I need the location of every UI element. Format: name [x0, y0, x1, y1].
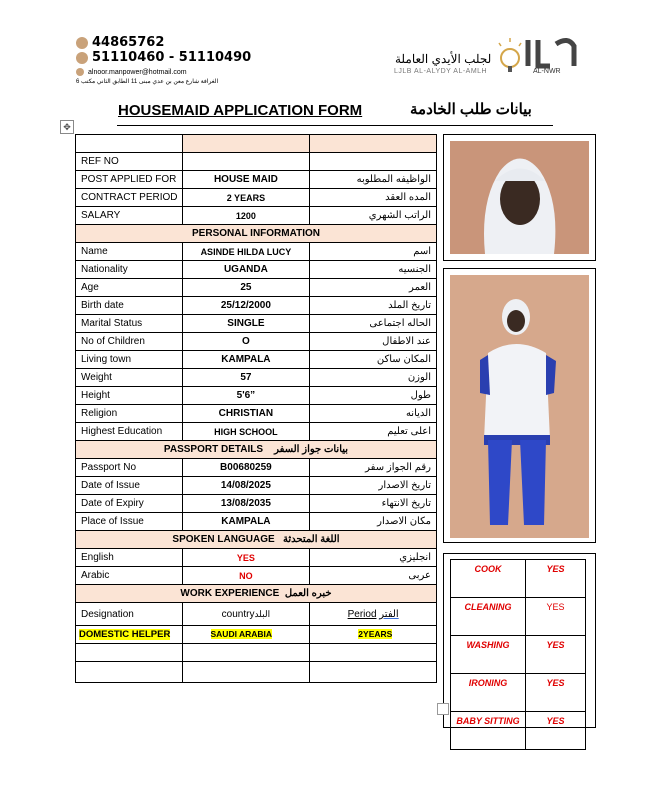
field-label: Religion — [76, 405, 183, 423]
column-header-country-en: country — [221, 608, 255, 620]
table-row — [76, 549, 437, 567]
skill-row — [451, 560, 586, 598]
table-row — [76, 135, 437, 153]
section-title-arabic: اللغة المتحدثة — [283, 534, 340, 545]
field-label-arabic: مكان الاصدار — [310, 513, 437, 531]
field-value: YES — [182, 549, 310, 567]
field-value: UGANDA — [182, 261, 310, 279]
field-label-arabic: انجليزي — [310, 549, 437, 567]
title-underline — [117, 125, 553, 126]
column-header-period-en: Period — [347, 608, 377, 620]
table-row — [76, 495, 437, 513]
section-title — [76, 441, 437, 459]
field-value: 25 — [182, 279, 310, 297]
phone-secondary-text: 51110460 - 51110490 — [92, 50, 252, 65]
field-label-arabic: الحاله اجتماعى — [310, 315, 437, 333]
field-label-arabic: اعلى تعليم — [310, 423, 437, 441]
field-value — [182, 153, 310, 171]
field-label-arabic: العمر — [310, 279, 437, 297]
table-row — [76, 603, 437, 626]
table-cell — [182, 135, 310, 153]
skill-row — [451, 674, 586, 712]
field-value: KAMPALA — [182, 351, 310, 369]
skill-value: YES — [526, 560, 586, 598]
field-label-arabic: الواظيفه المطلوبه — [310, 171, 437, 189]
email-text: alnoor.manpower@hotmail.com — [88, 68, 187, 76]
field-value: KAMPALA — [182, 513, 310, 531]
field-value: HIGH SCHOOL — [182, 423, 310, 441]
field-value: CHRISTIAN — [182, 405, 310, 423]
field-label-arabic: عند الاطفال — [310, 333, 437, 351]
skill-name: BABY SITTING — [451, 712, 526, 750]
field-label: CONTRACT PERIOD — [76, 189, 183, 207]
field-label: Birth date — [76, 297, 183, 315]
section-header — [76, 585, 437, 603]
column-header-designation: Designation — [76, 603, 183, 626]
table-row — [76, 171, 437, 189]
table-cell — [76, 662, 183, 683]
column-header-period-ar: الفتر — [379, 608, 399, 620]
field-label: English — [76, 549, 183, 567]
field-label-arabic: المكان ساكن — [310, 351, 437, 369]
phone-icon — [76, 37, 88, 49]
field-label-arabic: الراتب الشهري — [310, 207, 437, 225]
fullbody-photo-frame — [443, 268, 596, 543]
field-label-arabic: تاريخ الانتهاء — [310, 495, 437, 513]
section-title-english: PASSPORT DETAILS — [163, 444, 264, 455]
table-cell — [310, 135, 437, 153]
skill-value: YES — [526, 674, 586, 712]
table-row — [76, 207, 437, 225]
field-label: SALARY — [76, 207, 183, 225]
phone-primary-text: 44865762 — [92, 35, 165, 50]
experience-period — [310, 626, 437, 644]
skills-table — [450, 559, 586, 750]
form-title-arabic: بيانات طلب الخادمة — [410, 101, 532, 118]
field-label-arabic: الجنسيه — [310, 261, 437, 279]
field-value: 13/08/2035 — [182, 495, 310, 513]
field-value: SINGLE — [182, 315, 310, 333]
field-label: Passport No — [76, 459, 183, 477]
section-title: PERSONAL INFORMATION — [76, 225, 437, 243]
column-header-country — [182, 603, 310, 626]
field-label: Marital Status — [76, 315, 183, 333]
table-row — [76, 662, 437, 683]
section-header — [76, 531, 437, 549]
field-label: No of Children — [76, 333, 183, 351]
field-label: Name — [76, 243, 183, 261]
logo-english-text: LJLB AL-ALYDY AL-AMLH — [394, 68, 488, 75]
portrait-photo-frame — [443, 134, 596, 261]
skill-name: IRONING — [451, 674, 526, 712]
skill-row — [451, 598, 586, 636]
field-label: Nationality — [76, 261, 183, 279]
field-label-arabic: الوزن — [310, 369, 437, 387]
field-value: 25/12/2000 — [182, 297, 310, 315]
logo-brand-text: AL-NWR — [533, 68, 561, 75]
experience-period-text: 2YEARS — [358, 629, 393, 639]
email-icon — [76, 68, 84, 76]
field-label-arabic: الديانه — [310, 405, 437, 423]
experience-country — [182, 626, 310, 644]
table-cell — [76, 644, 183, 662]
address-line: الغرافة شارع معن بن عدي مبنى 11 الطابق الثاني مكتب 6 — [76, 79, 219, 85]
table-row — [76, 333, 437, 351]
field-label: Arabic — [76, 567, 183, 585]
experience-country-text: SAUDI ARABIA — [210, 629, 273, 639]
phone-icon — [76, 52, 88, 64]
experience-designation — [76, 626, 183, 644]
field-value: B00680259 — [182, 459, 310, 477]
table-row — [76, 567, 437, 585]
phone-secondary — [76, 50, 251, 65]
move-handle-icon[interactable]: ✥ — [60, 120, 74, 134]
field-value: 5'6” — [182, 387, 310, 405]
skill-name: COOK — [451, 560, 526, 598]
logo-arabic-text: لجلب الأيدي العاملة — [395, 52, 492, 66]
field-label-arabic: اسم — [310, 243, 437, 261]
field-label-arabic: طول — [310, 387, 437, 405]
field-label: POST APPLIED FOR — [76, 171, 183, 189]
table-row — [76, 189, 437, 207]
table-row — [76, 315, 437, 333]
application-table — [75, 134, 437, 683]
skill-name: WASHING — [451, 636, 526, 674]
column-header-country-ar: البلد — [254, 608, 271, 619]
field-label: Place of Issue — [76, 513, 183, 531]
field-value: O — [182, 333, 310, 351]
table-row — [76, 626, 437, 644]
form-title: HOUSEMAID APPLICATION FORM — [118, 102, 363, 119]
email-line — [76, 68, 187, 76]
field-label: Weight — [76, 369, 183, 387]
skill-row — [451, 636, 586, 674]
column-header-period — [310, 603, 437, 626]
table-cell — [76, 135, 183, 153]
skill-value: YES — [526, 712, 586, 750]
section-title-english: SPOKEN LANGUAGE — [172, 534, 275, 545]
table-row — [76, 423, 437, 441]
field-value: 57 — [182, 369, 310, 387]
section-title-arabic: بيانات جواز السفر — [274, 444, 349, 455]
fullbody-photo — [450, 275, 589, 538]
table-row — [76, 387, 437, 405]
skill-name: CLEANING — [451, 598, 526, 636]
field-value: 14/08/2025 — [182, 477, 310, 495]
field-label: Date of Expiry — [76, 495, 183, 513]
field-label-arabic: تاريخ الملد — [310, 297, 437, 315]
table-row — [76, 243, 437, 261]
table-row — [76, 297, 437, 315]
section-title — [76, 585, 437, 603]
table-row — [76, 513, 437, 531]
field-value: NO — [182, 567, 310, 585]
skill-value: YES — [526, 598, 586, 636]
field-value: 1200 — [182, 207, 310, 225]
table-cell — [310, 644, 437, 662]
field-label: Age — [76, 279, 183, 297]
section-title-arabic: خبره العمل — [284, 588, 332, 599]
field-label: Height — [76, 387, 183, 405]
skill-value: YES — [526, 636, 586, 674]
field-label: Living town — [76, 351, 183, 369]
field-label-arabic: عربى — [310, 567, 437, 585]
table-row — [76, 644, 437, 662]
table-row — [76, 351, 437, 369]
field-label: Date of Issue — [76, 477, 183, 495]
field-value: 2 YEARS — [182, 189, 310, 207]
skill-row — [451, 712, 586, 750]
field-label-arabic — [310, 153, 437, 171]
field-label-arabic: رقم الجواز سفر — [310, 459, 437, 477]
table-cell — [310, 662, 437, 683]
phone-primary — [76, 35, 164, 50]
table-row — [76, 477, 437, 495]
resize-handle[interactable] — [437, 703, 449, 715]
field-label: Highest Education — [76, 423, 183, 441]
field-label-arabic: المده العقد — [310, 189, 437, 207]
field-label-arabic: تاريخ الاصدار — [310, 477, 437, 495]
table-row — [76, 261, 437, 279]
field-label: REF NO — [76, 153, 183, 171]
section-header — [76, 225, 437, 243]
table-row — [76, 153, 437, 171]
section-header — [76, 441, 437, 459]
table-row — [76, 405, 437, 423]
section-title — [76, 531, 437, 549]
table-row — [76, 279, 437, 297]
table-cell — [182, 644, 310, 662]
table-row — [76, 369, 437, 387]
section-title-english: WORK EXPERIENCE — [180, 588, 280, 599]
field-value: ASINDE HILDA LUCY — [182, 243, 310, 261]
experience-designation-text: DOMESTIC HELPER — [79, 629, 171, 640]
field-value: HOUSE MAID — [182, 171, 310, 189]
table-cell — [182, 662, 310, 683]
table-row — [76, 459, 437, 477]
portrait-photo — [450, 141, 589, 254]
